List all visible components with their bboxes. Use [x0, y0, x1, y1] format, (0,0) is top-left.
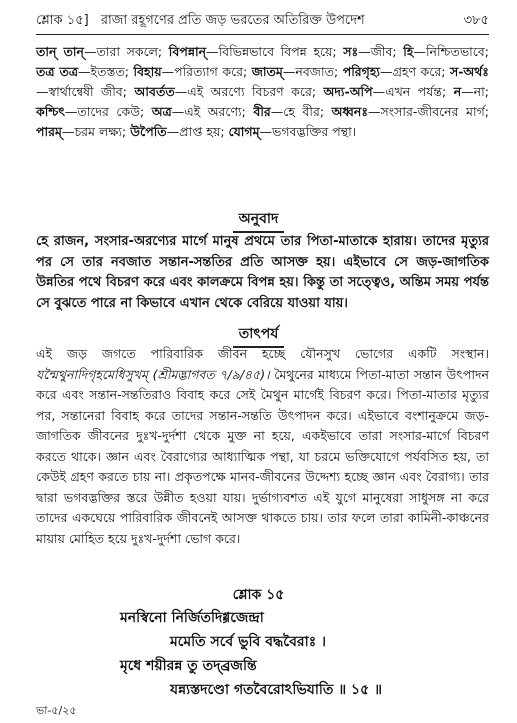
- synonym-term: বিহায়: [133, 64, 162, 79]
- synonym-meaning: —না;: [461, 84, 489, 99]
- synonym-meaning: —বিভিন্নভাবে বিপন্ন হয়ে;: [206, 44, 337, 59]
- chapter-title: রাজা রহূগণের প্রতি জড় ভরতের অতিরিক্ত উপদেশ: [100, 12, 365, 28]
- synonym-term: পারম্: [36, 124, 62, 139]
- synonym-meaning: —এই অরণ্যে;: [171, 104, 246, 119]
- synonym-meaning: —এখন পর্যন্ত;: [372, 84, 447, 99]
- synonym-term: পরিগৃহ্য: [342, 64, 381, 79]
- synonym-term: অদ্য-অপি: [323, 84, 373, 99]
- synonym-meaning: —এই অরণ্যে বিচরণ করে;: [174, 84, 317, 99]
- verse-line: মমেতি সর্বে ভুবি বদ্ধবৈরাঃ ।: [170, 634, 327, 650]
- synonym-term: অত্র: [151, 104, 172, 119]
- synonym-meaning: —জীব;: [358, 44, 397, 59]
- verse-heading: শ্লোক ১৫: [232, 587, 285, 603]
- purport-paragraph: [36, 344, 489, 549]
- synonym-meaning: —ভগবদ্ভক্তির পন্থা।: [259, 124, 357, 139]
- signature-mark: ভা-৫/২৫: [36, 704, 77, 717]
- synonym-meaning: —নবজাত;: [282, 64, 339, 79]
- page-header: [36, 8, 489, 35]
- purport-heading: তাৎপর্য: [233, 322, 285, 348]
- synonym-term: যোগম্: [228, 124, 260, 139]
- synonym-term: তত্র তত্র: [36, 64, 79, 79]
- synonym-term: জাতম্: [251, 64, 283, 79]
- synonym-term: হি: [403, 44, 414, 59]
- translation-heading: অনুবাদ: [233, 207, 285, 233]
- synonym-meaning: —পরিত্যাগ করে;: [161, 64, 248, 79]
- synonym-term: সঃ: [343, 44, 359, 59]
- synonym-term: কশ্চিৎ: [36, 104, 65, 119]
- synonym-term: তান্ তান্: [36, 44, 84, 59]
- synonym-term: স-অর্থঃ: [449, 64, 489, 79]
- purport-quote: যন্মৈথুনাদিগৃহমেধিসুখম্: [36, 366, 148, 382]
- synonym-term: আবর্তত: [134, 84, 175, 99]
- verse-line: মনস্বিনো নির্জিতদিগ্গজেন্দ্রা: [120, 610, 264, 626]
- purport-body: মৈথুনের মাধ্যমে পিতা-মাতা সন্তান উৎপাদন করে এবং সন্তান-সন্ততিরাও বিবাহ করে সেই মৈথুন মার্গেই বিচরণ করে। পিতা-মাতার মৃত্যুর পর, সন্তানেরা বিবাহ করে তাদের সন্তান-সন্ততি উৎপাদন করে। এইভাবে বংশানুক্রমে জড়-জাগতিক জীবনের দুঃখ-দুর্দশা থেকে মুক্ত না হয়ে, একইভাবে তারা সংসার-মার্গে বিচরণ করতে থাকে। জ্ঞান এবং বৈরাগ্যের আধ্যাত্মিক পন্থা, যা চরমে ভক্তিযোগে পর্যবসিত হয়, তা কেউই গ্রহণ করতে চায় না। প্রকৃতপক্ষে মানব-জীবনের উদ্দেশ্য হচ্ছে জ্ঞান এবং বৈরাগ্য। তার দ্বারা ভগবদ্ভক্তির স্তরে উন্নীত হওয়া যায়। দুর্ভাগ্যবশত এই যুগে মানুষেরা সাধুসঙ্গ না করে তাদের একঘেয়ে পারিবারিক জীবনেই আসক্ত থাকতে চায়। তার ফলে তারা কামিনী-কাঞ্চনের মায়ায় মোহিত হয়ে দুঃখ-দুর্দশা ভোগ করে।: [36, 366, 489, 546]
- synonym-term: বিপন্নান্: [168, 44, 207, 59]
- synonym-meaning: —নিশ্চিতভাবে;: [413, 44, 489, 59]
- synonym-meaning: —প্রাপ্ত হয়;: [166, 124, 225, 139]
- synonym-meaning: —চরম লক্ষ্য;: [61, 124, 127, 139]
- synonyms-paragraph: [36, 42, 489, 142]
- synonym-meaning: —গ্রহণ করে;: [380, 64, 446, 79]
- synonym-term: বীর: [253, 104, 271, 119]
- synonym-meaning: —সংসার-জীবনের মার্গ;: [368, 104, 489, 119]
- verse-line: যন্ন্যস্তদণ্ডো গতবৈরোঽভিযাতি ॥ ১৫ ॥: [170, 682, 383, 698]
- running-title: [36, 11, 365, 32]
- synonym-term: ন: [453, 84, 462, 99]
- translation-text: হে রাজন, সংসার-অরণ্যের মার্গে মানুষ প্রথমে তার পিতা-মাতাকে হারায়। তাদের মৃত্যুর পর সে তার নবজাত সন্তান-সন্ততির প্রতি আসক্ত হয়। এইভাবে সে জড়-জাগতিক উন্নতির পথে বিচরণ করে এবং কালক্রমে বিপন্ন হয়। কিন্তু তা সত্ত্বেও, অন্তিম সময় পর্যন্ত সে বুঝতে পারে না কিভাবে এখান থেকে বেরিয়ে যাওয়া যায়।: [36, 234, 489, 311]
- verse-reference: শ্লোক ১৫]: [36, 12, 89, 28]
- sanskrit-verse: [80, 606, 489, 702]
- synonym-meaning: —তারা সকলে;: [83, 44, 163, 59]
- verse-line: মৃধে শয়ীরন্ন তু তদ্‌ব্রজন্তি: [120, 658, 257, 674]
- synonym-term: অধ্বনঃ: [331, 104, 369, 119]
- purport-citation: (শ্রীমদ্ভাগবত ৭/৯/৪৫)।: [152, 366, 270, 382]
- synonym-meaning: —স্বার্থান্বেষী জীব;: [36, 84, 127, 99]
- page-number: ৩৮৫: [463, 12, 489, 28]
- purport-intro: এই জড় জগতে পারিবারিক জীবন হচ্ছে যৌনসুখ ভোগের একটি সংস্থান।: [36, 346, 489, 361]
- synonym-meaning: —ইতস্তত;: [78, 64, 129, 79]
- synonym-meaning: —তাদের কেউ;: [64, 104, 145, 119]
- synonym-term: উপৈতি: [130, 124, 167, 139]
- synonym-meaning: —হে বীর;: [270, 104, 325, 119]
- translation-heading-wrap: [0, 207, 517, 233]
